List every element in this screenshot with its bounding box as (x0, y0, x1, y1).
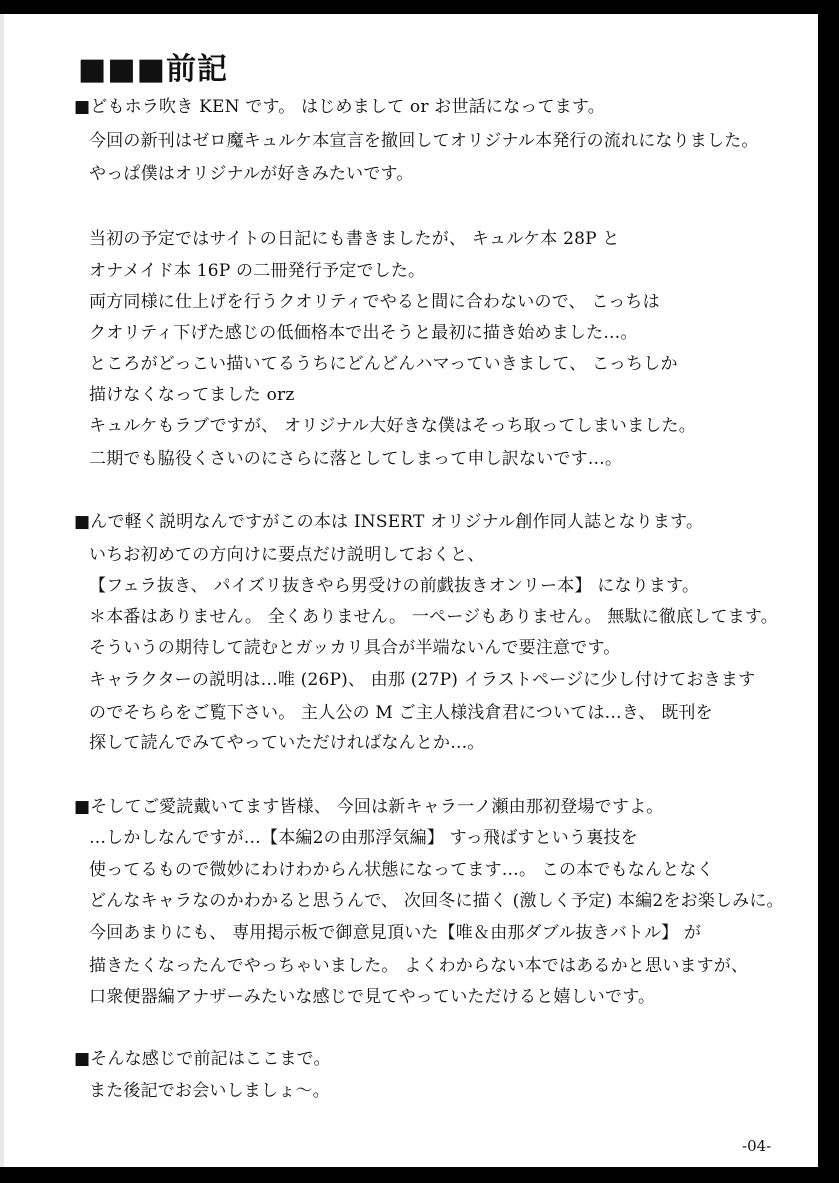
text-line: やっぱ僕はオリジナルが好きみたいです。 (89, 164, 414, 184)
text-line: クオリティ下げた感じの低価格本で出そうと最初に描き始めました…。 (89, 323, 638, 343)
text-line: 当初の予定ではサイトの日記にも書きましたが、 キュルケ本 28P と (89, 229, 620, 249)
text-line: 描きたくなったんでやっちゃいました。 よくわからない本ではあるかと思いますが、 (89, 956, 749, 976)
text-line: 使ってるもので微妙にわけわからん状態になってます…。 この本でもなんとなく (89, 860, 714, 880)
text-line: ■どもホラ吹き KEN です。 はじめまして or お世話になってます。 (74, 97, 605, 117)
page-title: ■■■前記 (78, 52, 229, 87)
text-line: どんなキャラなのかわかると思うんで、 次回冬に描く (激しく予定) 本編2をお楽しみに。 (89, 891, 784, 911)
text-line: 両方同様に仕上げを行うクオリティでやると間に合わないので、 こっちは (89, 292, 660, 312)
text-line: 今回あまりにも、 専用掲示板で御意見頂いた【唯＆由那ダブル抜きバトル】 が (89, 923, 702, 943)
top-border (0, 0, 839, 14)
text-line: そういうの期待して読むとガッカリ具合が半端ないんで要注意です。 (89, 638, 621, 658)
text-line: ＊本番はありません。 全くありません。 一ページもありません。 無駄に徹底してます。 (89, 607, 778, 627)
page-number: -04- (742, 1137, 772, 1155)
page-left-edge (0, 0, 4, 1183)
text-line: 描けなくなってました orz (89, 385, 295, 405)
text-line: 【フェラ抜き、 パイズリ抜きやら男受けの前戯抜きオンリー本】 になります。 (89, 576, 700, 596)
bottom-border (0, 1167, 839, 1183)
text-line: 二期でも脇役くさいのにさらに落としてしまって申し訳ないです…。 (89, 449, 623, 469)
text-line: ■んで軽く説明なんですがこの本は INSERT オリジナル創作同人誌となります。 (74, 512, 704, 532)
text-line: キュルケもラブですが、 オリジナル大好きな僕はそっち取ってしまいました。 (89, 416, 696, 436)
text-line: また後記でお会いしましょ～。 (89, 1081, 330, 1101)
right-border (818, 0, 839, 1183)
text-line: キャラクターの説明は…唯 (26P)、 由那 (27P) イラストページに少し付けておきます (89, 670, 756, 690)
text-line: 探して読んでみてやっていただければなんとか…。 (89, 733, 485, 753)
text-line: …しかしなんですが…【本編2の由那浮気編】 すっ飛ばすという裏技を (89, 828, 638, 848)
text-line: 今回の新刊はゼロ魔キュルケ本宣言を撤回してオリジナル本発行の流れになりました。 (89, 131, 759, 151)
text-line: 口衆便器編アナザーみたいな感じで見てやっていただけると嬉しいです。 (89, 987, 656, 1007)
text-line: ■そしてご愛読戴いてます皆様、 今回は新キャラ一ノ瀬由那初登場ですよ。 (74, 797, 664, 817)
text-line: ところがどっこい描いてるうちにどんどんハマっていきまして、 こっちしか (89, 354, 678, 374)
text-line: オナメイド本 16P の二冊発行予定でした。 (89, 261, 426, 281)
text-line: のでそちらをご覧下さい。 主人公の M ご主人様浅倉君については…き、 既刊を (89, 703, 713, 723)
text-line: いちお初めての方向けに要点だけ説明しておくと、 (89, 545, 485, 565)
text-line: ■そんな感じで前記はここまで。 (74, 1049, 331, 1069)
